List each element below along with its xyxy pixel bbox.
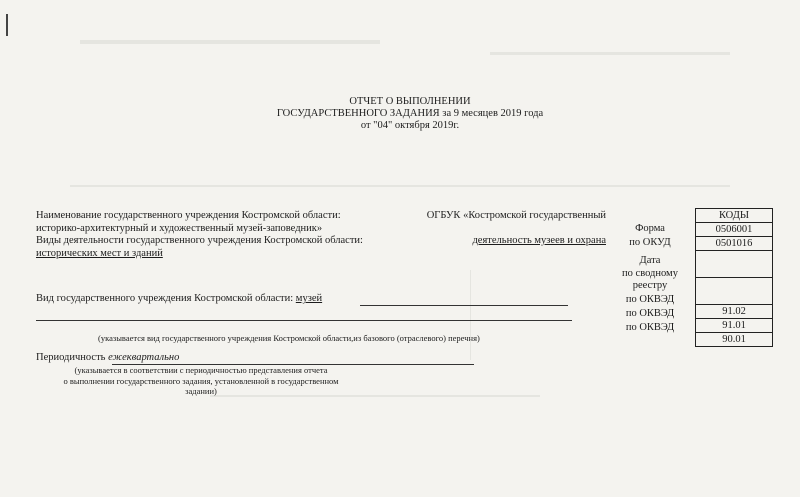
institution-label: Наименование государственного учреждения Костромской области: [36,210,341,221]
okved-label-1: по ОКВЭД [625,294,675,305]
institution-value-2: историко-архитектурный и художественный музей-заповедник» [36,222,323,234]
type-block [36,293,322,306]
periodicity-note-2: о выполнении государственного задания, установленной в государственном [63,375,339,386]
title-line-3: от "04" октября 2019г. [360,120,460,131]
okud-code: 0501016 [696,237,773,251]
okved-label-2: по ОКВЭД [625,308,675,319]
periodicity-note-1: (указывается в соответствии с периодичностью представления отчета [74,365,328,375]
date-code-extra [696,278,773,305]
activities-label: Виды деятельности государственного учреждения Костромской области: [36,235,363,246]
okved-code-2: 91.01 [696,319,773,333]
okud-label: по ОКУД [629,237,671,248]
codes-table [695,208,773,347]
activities-value-1: деятельность музеев и охрана [472,235,606,246]
title-line-2: ГОСУДАРСТВЕННОГО ЗАДАНИЯ за 9 месяцев 2019 года [276,108,544,119]
okved-label-3: по ОКВЭД [625,322,675,333]
bleed-through-line [490,52,730,55]
type-label: Вид государственного учреждения Костромской области: [36,293,294,304]
periodicity-value: ежеквартально [108,352,180,363]
bleed-through-line [470,270,471,360]
date-label-1: Дата [639,255,661,266]
type-underline [360,305,568,306]
periodicity-note [36,365,366,397]
periodicity-label: Периодичность [36,352,106,363]
date-label-3: реестру [632,280,668,291]
type-value: музей [295,293,323,304]
form-code: 0506001 [696,223,773,237]
date-code [696,251,773,278]
scan-edge-mark [6,14,8,36]
type-second-line [36,320,572,321]
title-line-1: ОТЧЕТ О ВЫПОЛНЕНИИ [349,96,471,107]
okved-code-3: 90.01 [696,333,773,347]
bleed-through-line [70,185,730,187]
activities-block [36,235,606,260]
form-label: Форма [635,223,665,234]
institution-value-1: ОГБУК «Костромской государственный [426,210,606,221]
periodicity-block [36,352,179,365]
okved-code-1: 91.02 [696,305,773,319]
codes-header: КОДЫ [696,209,773,223]
activities-value-2: исторических мест и зданий [36,247,163,259]
bleed-through-line [80,40,380,44]
institution-block [36,210,606,235]
periodicity-note-3: задании) [185,386,217,396]
date-label-2: по сводному [622,267,678,279]
report-title [200,96,620,132]
date-label [606,255,694,293]
type-note: (указывается вид государственного учреждения Костромской области,из базового (отраслевого) перечня) [98,333,480,343]
